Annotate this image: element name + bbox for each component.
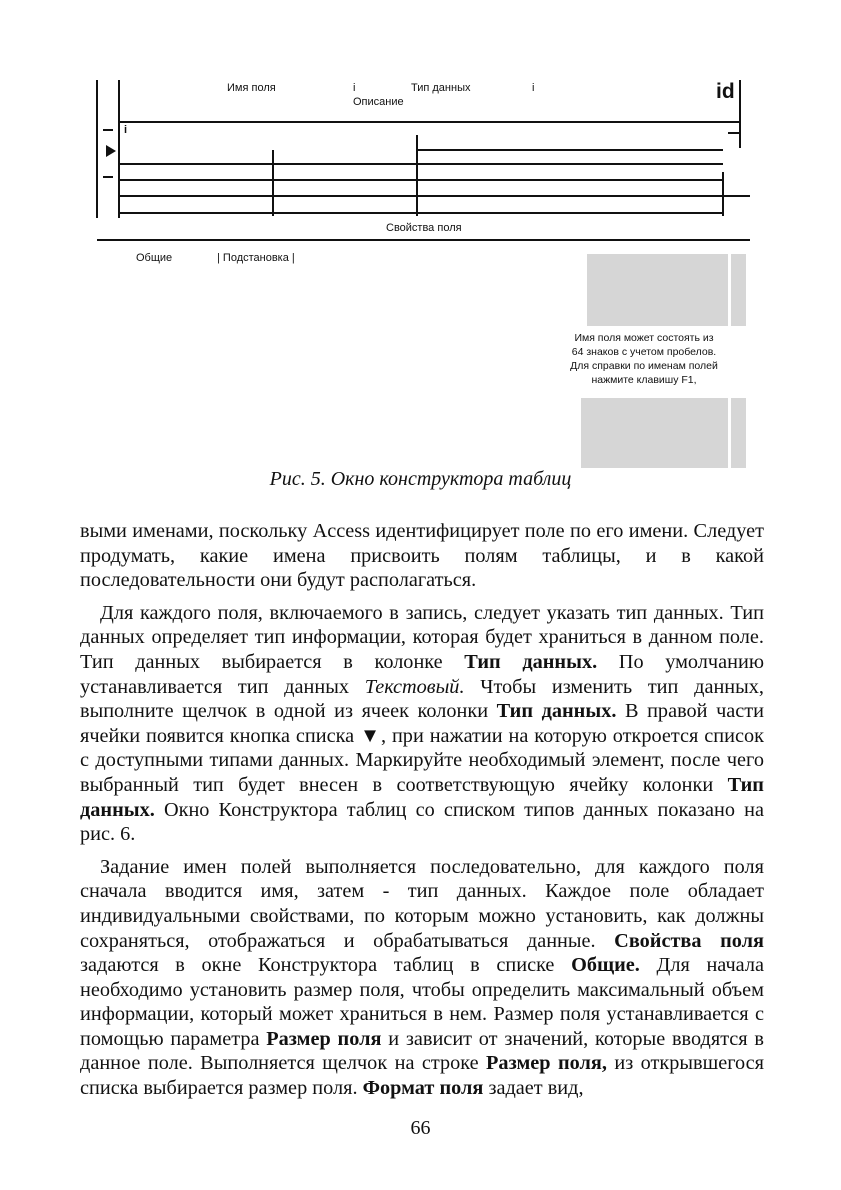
row-marker-label: i <box>124 124 128 136</box>
column-header-field-name[interactable]: Имя поля <box>227 82 276 94</box>
page-number: 66 <box>410 1117 431 1139</box>
paragraph-text: задаются в окне Конструктора таблиц в списке <box>80 954 572 977</box>
paragraph-text: выми именами, поскольку Access идентифицирует поле по его имени. Следует продумать, какие имена присвоить полям таблицы, и в какой последовательности они будут располагаться. <box>80 520 764 592</box>
column-header-description[interactable]: Описание <box>353 96 404 108</box>
paragraph-text: Для начала необходимо установить размер поля, чтобы определить максимальный объем информации, который может храниться в нем. Размер поля устанавливается с помощью параметра <box>80 954 764 1050</box>
bold-term: Тип данных. <box>464 650 598 673</box>
paragraph-text: В правой части ячейки появится кнопка списка <box>80 700 764 747</box>
bold-term: Размер поля, <box>486 1052 607 1075</box>
property-panel-top <box>587 254 728 326</box>
paragraph <box>80 519 764 593</box>
paragraph-text: По умолчанию устанавливается тип данных <box>80 650 764 698</box>
figure-caption: Рис. 5. Окно конструктора таблиц <box>269 468 572 490</box>
tab-lookup[interactable]: | Подстановка | <box>217 252 295 264</box>
paragraph-text: Чтобы изменить тип данных, выполните щелчок в одной из ячеек колонки <box>80 675 764 723</box>
current-row-arrow-icon[interactable] <box>106 145 116 157</box>
column-separator: i <box>532 82 535 94</box>
paragraph-text: Задание имен полей выполняется последовательно, для каждого поля сначала вводится имя, затем - тип данных. Каждое поле обладает индивидуальными свойствами, по которым можно установить, как должны сохраняться, отображаться и обрабатываться данные. <box>80 855 764 952</box>
id-label: id <box>716 80 735 103</box>
tab-general[interactable]: Общие <box>136 252 173 264</box>
italic-term: Текстовый. <box>364 675 465 698</box>
bold-term: Размер поля <box>266 1027 382 1050</box>
figure-table-designer <box>0 0 841 500</box>
bold-term: Формат поля <box>362 1077 484 1100</box>
bold-term: Тип данных. <box>496 700 617 723</box>
paragraph-text: Окно Конструктора таблиц со списком типов данных показано на рис. 6. <box>80 798 764 846</box>
bold-term: Общие. <box>571 954 640 977</box>
paragraph-text: и зависит от значений, которые вводятся в данное поле. Выполняется щелчок на строке <box>80 1027 764 1075</box>
hint-line: 64 знаков с учетом пробелов. <box>571 346 717 358</box>
paragraph <box>80 601 764 847</box>
paragraph-text: задает вид, <box>483 1077 584 1100</box>
hint-line: Для справки по именам полей <box>570 360 718 372</box>
column-header-data-type[interactable]: Тип данных <box>411 82 471 94</box>
paragraph-text: , при нажатии на которую откроется список с доступными типами данных. Маркируйте необходимый элемент, после чего выбранный тип будет внесен в соответствующую ячейку колонки <box>80 724 764 796</box>
property-panel-bottom-scroll[interactable] <box>731 398 746 468</box>
hint-line: Имя поля может состоять из <box>574 332 714 344</box>
dropdown-arrow-icon: ▼ <box>360 724 381 747</box>
hint-line: нажмите клавишу F1, <box>591 374 697 386</box>
property-panel-bottom <box>581 398 728 468</box>
field-properties-label: Свойства поля <box>386 222 462 234</box>
paragraph-text: Для каждого поля, включаемого в запись, следует указать тип данных. Тип данных определяет тип информации, которая будет храниться в данном поле. Тип данных выбирается в колонке <box>80 601 764 673</box>
paragraph-text: из открывшегося списка выбирается размер поля. <box>80 1052 764 1100</box>
column-separator: i <box>353 82 356 94</box>
field-name-hint <box>548 331 740 387</box>
paragraph <box>80 855 764 1101</box>
bold-term: Тип данных. <box>80 773 764 821</box>
bold-term: Свойства поля <box>614 929 764 952</box>
body-text <box>80 519 764 1109</box>
property-panel-top-scroll[interactable] <box>731 254 746 326</box>
